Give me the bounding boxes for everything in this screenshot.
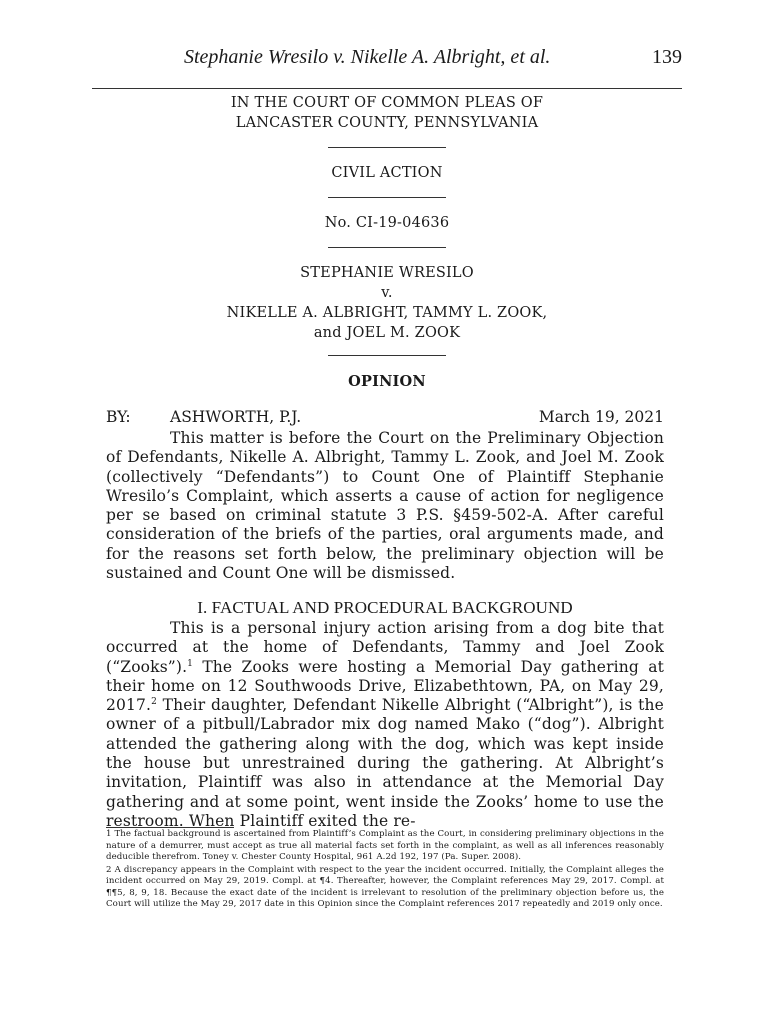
caption-rule-3 — [92, 247, 682, 248]
docket-number: No. CI-19-04636 — [324, 215, 450, 231]
caption-rule-4 — [92, 355, 682, 356]
intro-paragraph — [106, 429, 664, 583]
court-name — [92, 93, 682, 133]
footnote-1: 1 The factual background is ascertained from Plaintiff’s Complaint as the Court, in considering preliminary objections in the nature of a demurrer, must accept as true all material facts set forth in the complaint, as well as all inferences reasonably deducible therefrom. Toney v. Chester County Hospital, 961 A.2d 192, 197 (Pa. Super. 2008). — [106, 829, 664, 862]
header-rule — [92, 88, 682, 89]
byline — [106, 408, 664, 430]
facts-text — [106, 619, 664, 831]
plaintiff-name: STEPHANIE WRESILO — [300, 265, 474, 281]
footnote-rule — [106, 827, 234, 828]
footnotes — [106, 829, 664, 912]
parties — [92, 263, 682, 343]
facts-text-part-1: This is a personal injury action arising from a dog bite that occurred at the home of Defendants, Tammy and Joel Zook (“Zooks”). — [106, 619, 664, 676]
document-title: OPINION — [348, 373, 426, 390]
footnote-ref-1[interactable]: 1 — [187, 658, 194, 669]
footnote-2: 2 A discrepancy appears in the Complaint with respect to the year the incident occurred. Initially, the Complaint alleges the incident occurred on May 29, 2019. Compl. at ¶4. Thereafter, however, the Complaint references May 29, 2017. Compl. at ¶¶5, 8, 9, 18. Because the exact date of the incident is irrelevant to resolution of the preliminary objection before us, the Court will utilize the May 29, 2017 date in this Opinion since the Complaint references 2017 repeatedly and 2019 only once. — [106, 864, 664, 909]
civil-action-heading: CIVIL ACTION — [331, 165, 443, 181]
section-heading: I. FACTUAL AND PROCEDURAL BACKGROUND — [197, 598, 573, 617]
defendants-line-2: and JOEL M. ZOOK — [313, 325, 461, 341]
judge-name: ASHWORTH, P.J. — [170, 408, 302, 426]
defendants-line-1: NIKELLE A. ALBRIGHT, TAMMY L. ZOOK, — [226, 305, 548, 321]
intro-text: This matter is before the Court on the Preliminary Objection of Defendants, Nikelle A. Albright, Tammy L. Zook, and Joel M. Zook (collectively “Defendants”) to Count One of Plaintiff Stephanie Wresilo’s Complaint, which asserts a cause of action for negligence per se based on criminal statute 3 P.S. §459-502-A. After careful consideration of the briefs of the parties, oral arguments made, and for the reasons set forth below, the preliminary objection will be sustained and Count One will be dismissed. — [106, 429, 664, 583]
by-label: BY: — [106, 408, 131, 426]
footnote-ref-2[interactable]: 2 — [151, 697, 158, 708]
court-line-1: IN THE COURT OF COMMON PLEAS OF — [230, 95, 544, 111]
page-number: 139 — [652, 46, 682, 68]
caption-rule-2 — [92, 197, 682, 198]
court-line-2: LANCASTER COUNTY, PENNSYLVANIA — [235, 115, 539, 131]
running-head — [92, 46, 682, 72]
opinion-date: March 19, 2021 — [538, 408, 664, 426]
facts-paragraph — [106, 619, 664, 831]
facts-text-part-3: Their daughter, Defendant Nikelle Albright (“Albright”), is the owner of a pitbull/Labrador mix dog named Mako (“dog”). Albright attended the gathering along with the dog, which was kept inside the house but unrestrained during the gathering. At Albright’s invitation, Plaintiff was also in attendance at the Memorial Day gathering and at some point, went inside the Zooks’ home to use the restroom. When Plaintiff exited the re- — [106, 696, 664, 830]
facts-text-part-2: The Zooks were hosting a Memorial Day gathering at their home on 12 Southwoods Drive, Elizabethtown, PA, on May 29, 2017. — [106, 657, 664, 715]
running-title: Stephanie Wresilo v. Nikelle A. Albright, et al. — [184, 46, 551, 68]
caption-rule-1 — [92, 147, 682, 148]
versus: v. — [381, 285, 393, 301]
